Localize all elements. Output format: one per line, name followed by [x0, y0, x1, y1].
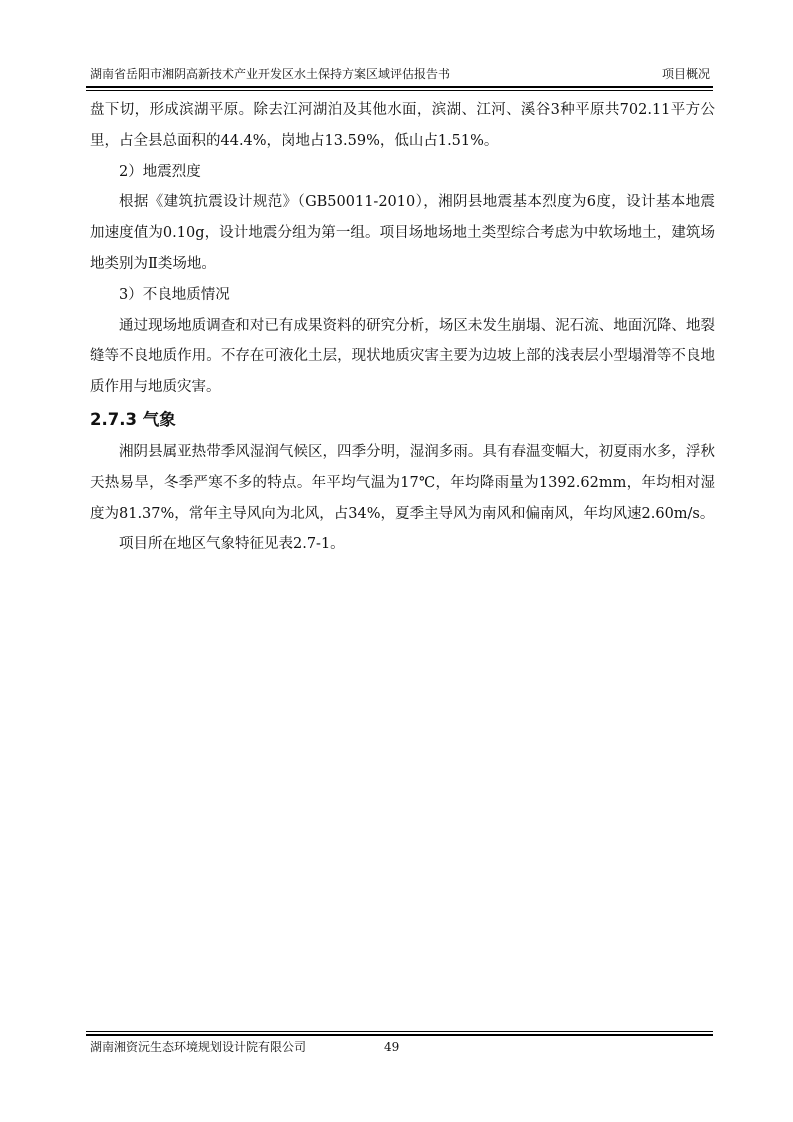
footer-org: 湖南湘资沅生态环境规划设计院有限公司 [90, 1040, 307, 1054]
paragraph-geology: 通过现场地质调查和对已有成果资料的研究分析，场区未发生崩塌、泥石流、地面沉降、地裂缝等不良地质作用。不存在可液化土层，现状地质灾害主要为边坡上部的浅表层小型塌滑等不良地质作用与地质灾害。 [90, 317, 715, 396]
footer-rule-thick [86, 1034, 713, 1036]
paragraph-climate: 湘阴县属亚热带季风湿润气候区，四季分明，湿润多雨。具有春温变幅大，初夏雨水多，浮秋天热易旱，冬季严寒不多的特点。年平均气温为17℃，年均降雨量为1392.62mm，年均相对湿度为81.37%，常年主导风向为北风，占34%，夏季主导风为南风和偏南风，年均风速2.60m/s。 [90, 443, 715, 522]
paragraph-seismic: 根据《建筑抗震设计规范》（GB50011-2010），湘阴县地震基本烈度为6度，设计基本地震加速度值为0.10g，设计地震分组为第一组。项目场地场地土类型综合考虑为中软场地土，建筑场地类别为Ⅱ类场地。 [90, 194, 715, 272]
header-rule-thin [86, 90, 713, 91]
header-title: 湖南省岳阳市湘阴高新技术产业开发区水土保持方案区域评估报告书 [90, 67, 451, 81]
page-header [90, 66, 710, 82]
header-section: 项目概况 [661, 67, 710, 81]
paragraph-table-ref: 项目所在地区气象特征见表2.7-1。 [119, 536, 345, 553]
page-number: 49 [384, 1040, 400, 1054]
footer-rule-thin [86, 1031, 713, 1032]
page-body [90, 95, 715, 560]
paragraph-plains: 盘下切，形成滨湖平原。除去江河湖泊及其他水面，滨湖、江河、溪谷3种平原共702.11平方公里，占全县总面积的44.4%，岗地占13.59%，低山占1.51%。 [90, 102, 715, 149]
section-heading-climate: 2.7.3 气象 [90, 409, 176, 429]
subheading-geology: 3）不良地质情况 [119, 286, 230, 303]
subheading-seismic: 2）地震烈度 [119, 163, 201, 180]
header-rule-thick [86, 86, 713, 88]
